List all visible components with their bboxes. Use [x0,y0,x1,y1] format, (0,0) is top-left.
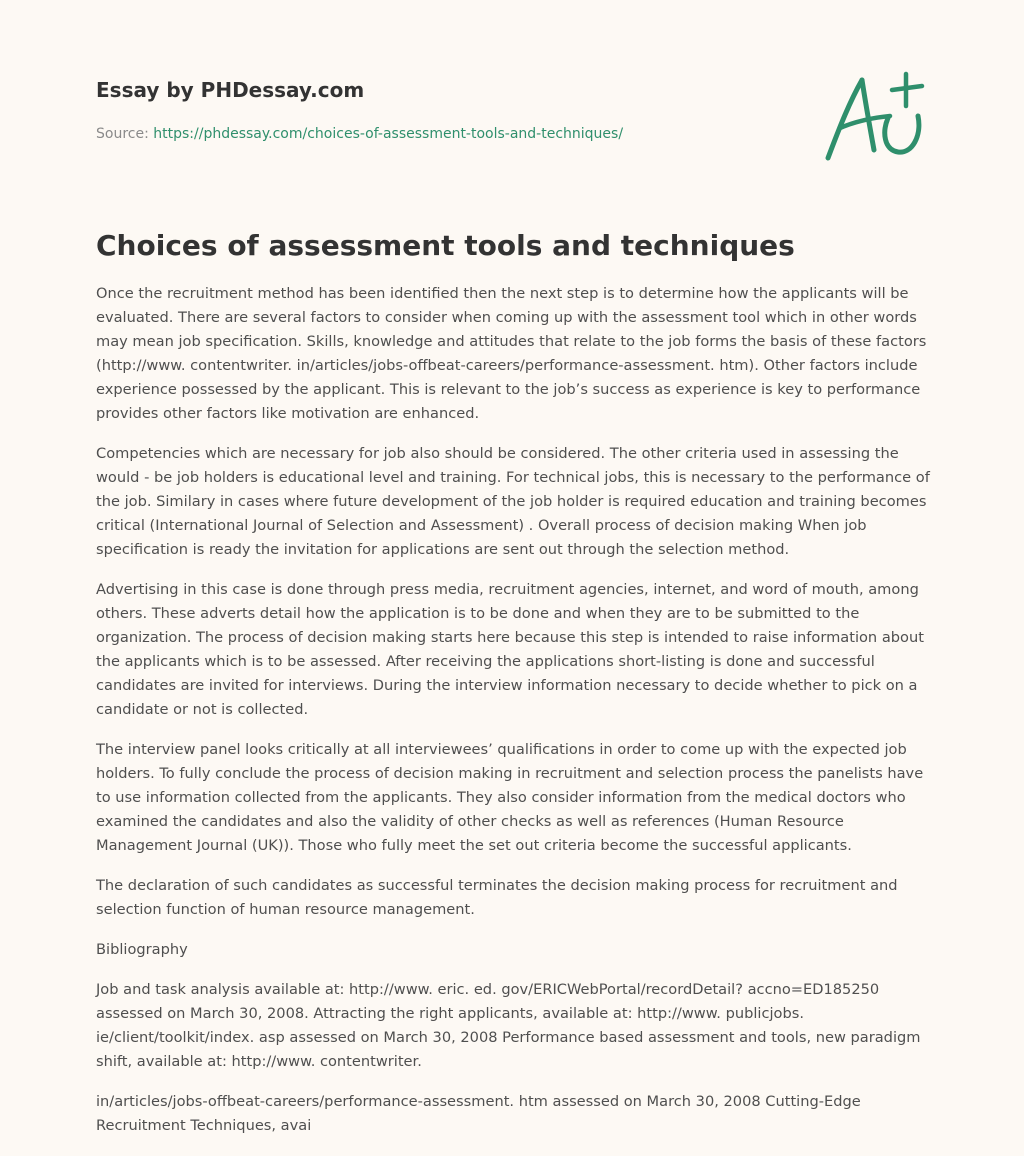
article-title: Choices of assessment tools and techniques [96,229,795,262]
bibliography-entry: in/articles/jobs-offbeat-careers/performance-assessment. htm assessed on March 30, 2008 Cutting-Edge Recruitment Techniques, avai [96,1093,861,1134]
paragraph: The interview panel looks critically at all interviewees’ qualifications in order to come up with the expected job holders. To fully conclude the process of decision making in recruitment and selection process the panelists have to use information collected from the applicants. They also consider information from the medical doctors who examined the candidates and also the validity of other checks as well as references (Human Resource Management Journal (UK)). Those who fully meet the set out criteria become the successful applicants. [96,741,924,854]
article [96,226,932,1154]
site-title: Essay by PHDessay.com [96,78,365,102]
source-label: Source: [96,126,154,142]
source-link[interactable]: https://phdessay.com/choices-of-assessment-tools-and-techniques/ [153,126,624,142]
paragraph: Advertising in this case is done through press media, recruitment agencies, internet, and word of mouth, among others. These adverts detail how the application is to be done and when they are to be submitted to the organization. The process of decision making starts here because this step is intended to raise information about the applicants which is to be assessed. After receiving the applications short-listing is done and successful candidates are invited for interviews. During the interview information necessary to decide whether to pick on a candidate or not is collected. [96,581,924,718]
paragraph: Once the recruitment method has been identified then the next step is to determine how the applicants will be evaluated. There are several factors to consider when coming up with the assessment tool which in other words may mean job specification. Skills, knowledge and attitudes that relate to the job forms the basis of these factors (http://www. contentwriter. in/articles/jobs-offbeat-careers/performance-assessment. htm). Other factors include experience possessed by the applicant. This is relevant to the job’s success as experience is key to performance provides other factors like motivation are enhanced. [96,285,927,422]
paragraph: Competencies which are necessary for job also should be considered. The other criteria used in assessing the would - be job holders is educational level and training. For technical jobs, this is necessary to the performance of the job. Similary in cases where future development of the job holder is required education and training becomes critical (International Journal of Selection and Assessment) . Overall process of decision making When job specification is ready the invitation for applications are sent out through the selection method. [96,445,930,558]
a-plus-logo-icon [818,66,928,166]
bibliography-heading: Bibliography [96,941,188,958]
page-header [96,76,796,144]
paragraph: The declaration of such candidates as successful terminates the decision making process for recruitment and selection function of human resource management. [96,877,898,918]
source-line [96,124,796,144]
bibliography-entry: Job and task analysis available at: http://www. eric. ed. gov/ERICWebPortal/recordDetail? accno=ED185250 assessed on March 30, 2008. Attracting the right applicants, available at: http://www. publicjobs. ie/client/toolkit/index. asp assessed on March 30, 2008 Performance based assessment and tools, new paradigm shift, available at: http://www. contentwriter. [96,981,921,1070]
